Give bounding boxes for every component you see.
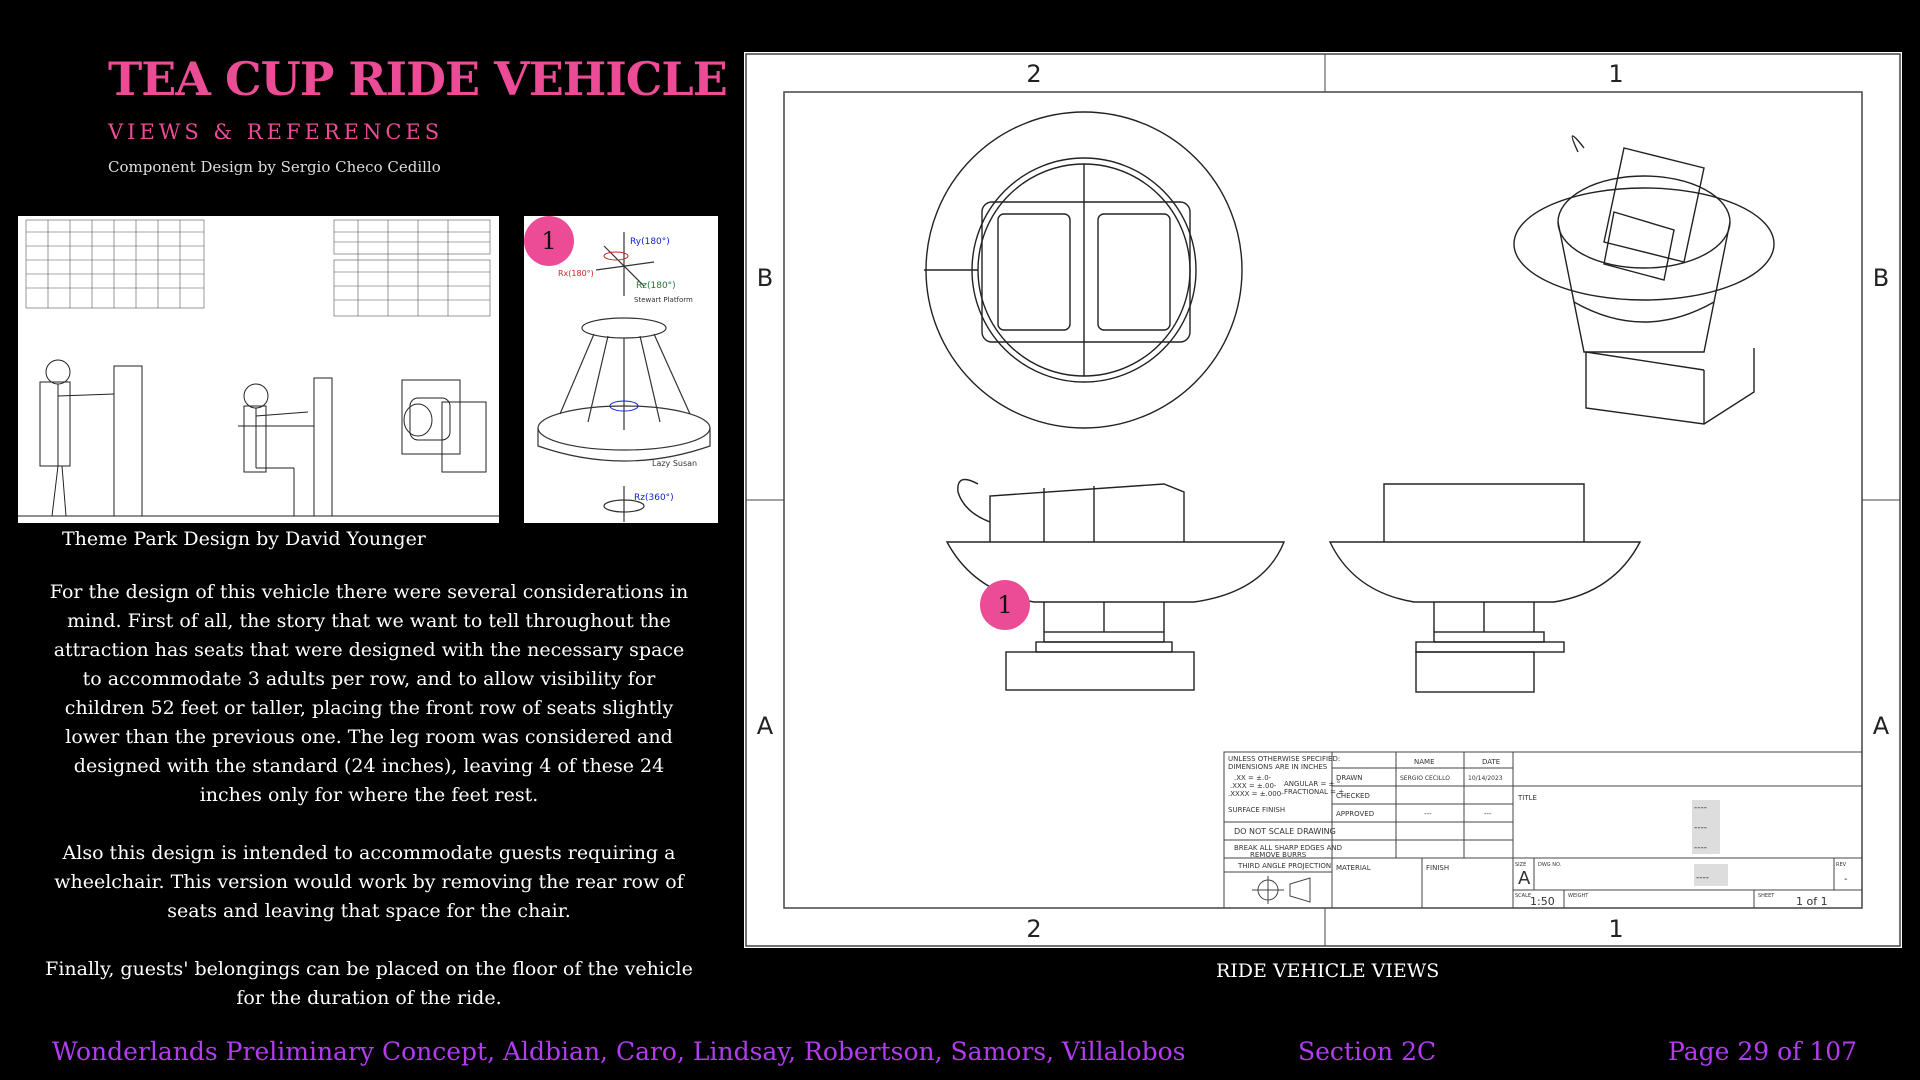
description-paragraph: Also this design is intended to accommodate guests requiring a wheelchair. This version would work by removing the rear row of seats and leaving that space for the chair. (54, 842, 684, 922)
tb-text: ---- (1694, 803, 1707, 813)
isometric-view (1514, 136, 1774, 424)
ride-vehicle-drawing (744, 52, 1902, 948)
drawing-callout-badge: 1 (980, 580, 1030, 630)
tb-text: THIRD ANGLE PROJECTION (1238, 862, 1332, 870)
sketch-label: Lazy Susan (652, 459, 698, 468)
tb-text: CHECKED (1336, 792, 1370, 800)
tb-text: SERGIO CECILLO (1400, 775, 1450, 782)
sketch-label: Rx(180°) (558, 269, 594, 278)
tb-text: FINISH (1426, 864, 1450, 872)
sketch-label: Rz(180°) (636, 281, 676, 291)
tb-text: TITLE (1518, 794, 1537, 802)
anthropometric-reference-image (18, 216, 499, 523)
tb-text: 1:50 (1530, 895, 1555, 908)
zone-label: 1 (1608, 60, 1624, 88)
zone-label: 2 (1026, 60, 1042, 88)
zone-label: 1 (1608, 915, 1624, 943)
tb-text: ---- (1694, 843, 1707, 853)
side-elevation-view (1330, 484, 1640, 692)
tb-text: - (1844, 874, 1848, 885)
tb-text: --- (1424, 810, 1432, 818)
tb-text: UNLESS OTHERWISE SPECIFIED: (1228, 755, 1341, 763)
tb-text: WEIGHT (1568, 893, 1589, 899)
tb-text: SURFACE FINISH (1228, 806, 1286, 814)
zone-label: A (756, 712, 774, 740)
footer-page-number: Page 29 of 107 (1668, 1037, 1858, 1066)
tb-text: DWG NO. (1538, 862, 1562, 868)
zone-label: B (756, 264, 774, 292)
component-credit: Component Design by Sergio Checo Cedillo (108, 158, 441, 176)
tb-text: 10/14/2023 (1468, 775, 1503, 782)
page-subtitle: VIEWS & REFERENCES (108, 120, 444, 144)
design-description (44, 578, 694, 1042)
tb-text: DRAWN (1336, 774, 1363, 782)
page-title: TEA CUP RIDE VEHICLE (108, 52, 727, 106)
zone-label: B (1872, 264, 1890, 292)
top-view (924, 112, 1242, 428)
sketch-label: Ry(180°) (630, 237, 670, 247)
tb-text: .XXX = ±.00- (1230, 782, 1277, 790)
anthropometric-sketch (18, 216, 499, 523)
sketch-label: Stewart Platform (634, 296, 693, 304)
tb-text: ---- (1694, 823, 1707, 833)
tb-text: APPROVED (1336, 810, 1375, 818)
tb-text: ANGULAR = ± ° (1284, 780, 1341, 788)
tb-text: MATERIAL (1336, 864, 1371, 872)
tb-text: ---- (1696, 873, 1709, 883)
footer-section: Section 2C (1298, 1037, 1437, 1066)
description-paragraph: For the design of this vehicle there were several considerations in mind. First of all, the story that we want to tell throughout the attraction has seats that were designed with the necessary space to accommodate 3 adults per row, and to allow visibility for children 52 feet or taller, placing the front row of seats slightly lower than the previous one. The leg room was considered and designed with the standard (24 inches), leaving 4 of these 24 inches only for where the feet rest. (49, 581, 689, 806)
tb-text: A (1518, 868, 1531, 889)
tb-text: SCALE (1515, 893, 1532, 899)
tb-text: .XX = ±.0- (1234, 774, 1272, 782)
tb-text: BREAK ALL SHARP EDGES AND (1234, 844, 1343, 852)
tb-text: DATE (1482, 758, 1501, 766)
tb-text: NAME (1414, 758, 1435, 766)
footer-project-credit: Wonderlands Preliminary Concept, Aldbian, Caro, Lindsay, Robertson, Samors, Villalobos (52, 1037, 1186, 1066)
sketch-label: Rz(360°) (634, 493, 674, 503)
reference-callout-badge: 1 (524, 216, 574, 266)
tb-text: SIZE (1515, 862, 1527, 868)
tb-text: .XXXX = ±.000- (1228, 790, 1284, 798)
tb-text: SHEET (1758, 893, 1775, 899)
zone-label: A (1872, 712, 1890, 740)
description-paragraph: Finally, guests' belongings can be placed on the floor of the vehicle for the duration of the ride. (45, 958, 693, 1009)
tb-text: REMOVE BURRS (1250, 851, 1307, 859)
zone-label: 2 (1026, 915, 1042, 943)
tb-text: --- (1484, 810, 1492, 818)
tb-text: 1 of 1 (1796, 895, 1828, 908)
drawing-caption: RIDE VEHICLE VIEWS (1216, 960, 1440, 982)
technical-drawing-sheet (744, 52, 1902, 948)
tb-text: DIMENSIONS ARE IN INCHES (1228, 763, 1328, 771)
tb-text: REV (1836, 862, 1847, 868)
reference-caption: Theme Park Design by David Younger (62, 528, 426, 550)
tb-text: DO NOT SCALE DRAWING (1234, 827, 1336, 836)
tb-text: FRACTIONAL = ± (1284, 788, 1345, 796)
